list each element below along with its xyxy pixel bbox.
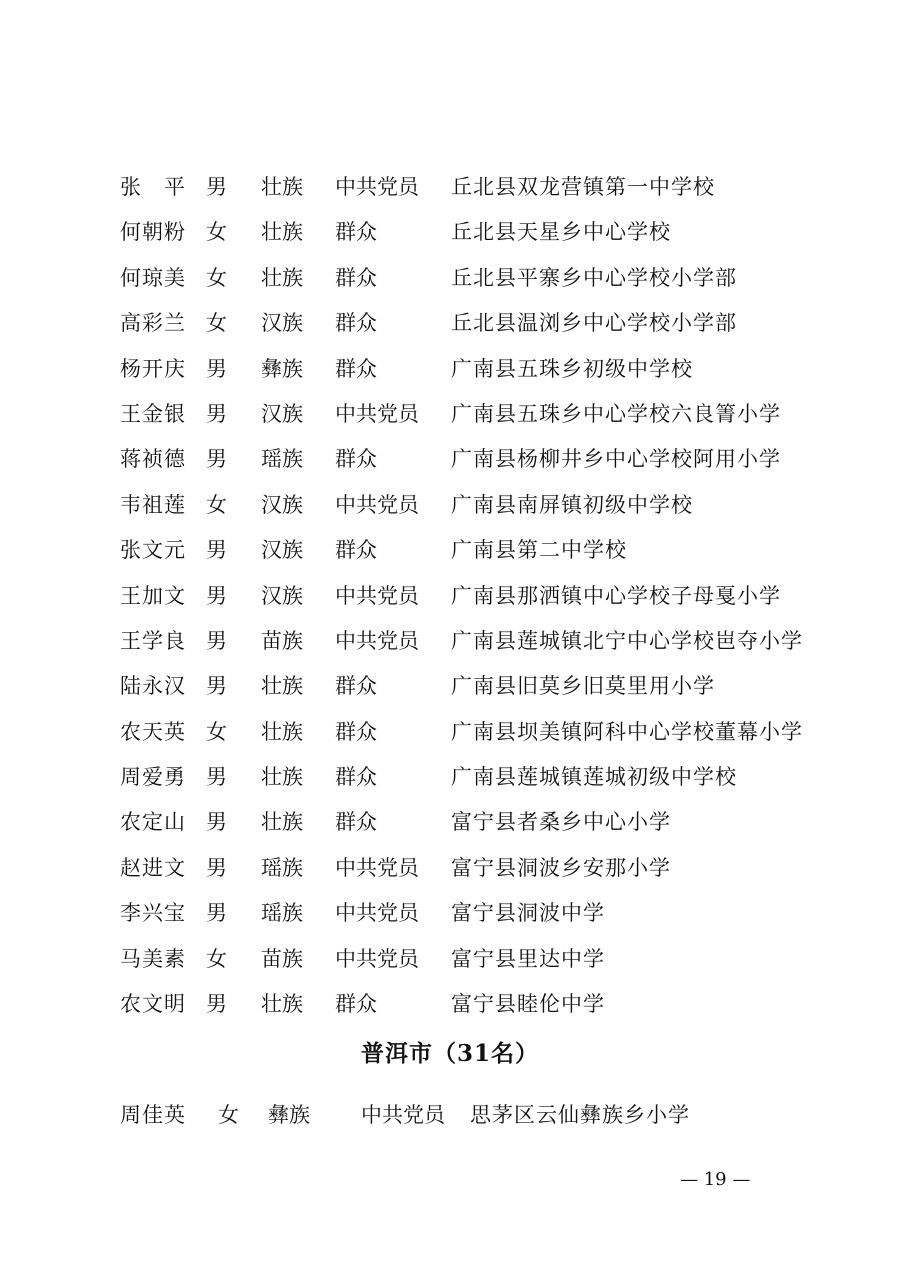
person-school: 广南县南屏镇初级中学校 [451,492,693,517]
person-political-status: 群众 [335,810,377,835]
person-ethnicity: 汉族 [261,311,303,336]
person-name: 李兴宝 [120,901,186,926]
person-ethnicity: 瑶族 [261,855,303,880]
person-political-status: 中共党员 [335,401,419,426]
person-name: 农文明 [120,992,186,1017]
person-gender: 男 [206,628,227,653]
person-political-status: 群众 [335,311,377,336]
list-item [120,757,840,802]
person-name: 周佳英 [120,1103,186,1127]
person-ethnicity: 壮族 [261,719,303,744]
person-school: 富宁县洞波乡安那小学 [451,855,671,880]
list-item [120,893,840,938]
person-gender: 男 [206,447,227,472]
list-item [120,848,840,893]
section-heading: 普洱市（31名） [360,1040,539,1067]
list-item [120,485,840,530]
person-ethnicity: 汉族 [261,401,303,426]
person-school: 富宁县者桑乡中心小学 [451,810,671,835]
person-name: 王金银 [120,401,186,426]
person-gender: 男 [206,855,227,880]
person-name: 张文元 [120,538,186,563]
person-political-status: 中共党员 [335,583,419,608]
person-political-status: 群众 [335,538,377,563]
person-ethnicity: 壮族 [261,175,303,199]
person-name: 马美素 [120,946,186,971]
person-gender: 女 [206,311,227,336]
person-name: 王学良 [120,628,186,653]
person-school: 丘北县温浏乡中心学校小学部 [451,311,737,336]
person-gender: 女 [206,719,227,744]
person-gender: 男 [206,674,227,699]
list-item [120,1094,840,1136]
person-political-status: 群众 [335,356,377,381]
person-ethnicity: 彝族 [261,356,303,381]
person-ethnicity: 瑶族 [261,901,303,926]
person-name: 蒋祯德 [120,447,186,472]
person-name: 张 平 [120,175,186,199]
person-school: 广南县杨柳井乡中心学校阿用小学 [451,447,781,472]
person-name: 周爱勇 [120,765,186,790]
person-political-status: 中共党员 [335,946,419,971]
person-name: 农定山 [120,810,186,835]
person-political-status: 中共党员 [335,175,419,199]
person-political-status: 中共党员 [335,628,419,653]
person-political-status: 中共党员 [361,1103,445,1127]
person-name: 陆永汉 [120,674,186,699]
person-gender: 女 [206,220,227,245]
person-gender: 男 [206,356,227,381]
person-ethnicity: 壮族 [261,265,303,290]
person-ethnicity: 汉族 [261,538,303,563]
person-gender: 男 [206,765,227,790]
person-gender: 男 [206,810,227,835]
person-political-status: 群众 [335,719,377,744]
person-ethnicity: 壮族 [261,220,303,245]
list-item [120,349,840,394]
person-school: 富宁县里达中学 [451,946,605,971]
list-item [120,984,840,1029]
person-school: 广南县五珠乡中心学校六良箐小学 [451,401,781,426]
person-school: 广南县莲城镇莲城初级中学校 [451,765,737,790]
person-school: 广南县那洒镇中心学校子母戛小学 [451,583,781,608]
person-ethnicity: 苗族 [261,946,303,971]
person-ethnicity: 瑶族 [261,447,303,472]
person-name: 高彩兰 [120,311,186,336]
list-item [120,939,840,984]
person-ethnicity: 苗族 [261,628,303,653]
list-item [120,439,840,484]
list-item [120,621,840,666]
list-item [120,666,840,711]
person-name: 何琼美 [120,265,186,290]
page-number: — 19 — [680,1169,751,1190]
person-gender: 女 [218,1103,239,1127]
person-political-status: 中共党员 [335,901,419,926]
person-name: 王加文 [120,583,186,608]
list-item [120,576,840,621]
member-list [120,167,840,1029]
person-ethnicity: 壮族 [261,674,303,699]
person-name: 韦祖莲 [120,492,186,517]
list-item [120,212,840,257]
person-gender: 女 [206,265,227,290]
person-gender: 男 [206,583,227,608]
person-school: 广南县五珠乡初级中学校 [451,356,693,381]
person-ethnicity: 壮族 [261,810,303,835]
person-gender: 男 [206,175,227,199]
person-political-status: 群众 [335,220,377,245]
person-school: 广南县莲城镇北宁中心学校岜夺小学 [451,628,803,653]
list-item [120,394,840,439]
person-political-status: 中共党员 [335,492,419,517]
person-gender: 男 [206,992,227,1017]
person-political-status: 群众 [335,447,377,472]
person-ethnicity: 壮族 [261,992,303,1017]
list-item [120,712,840,757]
person-name: 农天英 [120,719,186,744]
person-gender: 女 [206,946,227,971]
person-gender: 女 [206,492,227,517]
person-ethnicity: 汉族 [261,583,303,608]
person-gender: 男 [206,901,227,926]
person-ethnicity: 彝族 [268,1103,310,1127]
person-school: 丘北县天星乡中心学校 [451,220,671,245]
person-ethnicity: 壮族 [261,765,303,790]
person-political-status: 群众 [335,265,377,290]
person-gender: 男 [206,538,227,563]
list-item [120,167,840,212]
list-item [120,530,840,575]
person-gender: 男 [206,401,227,426]
person-school: 富宁县睦伦中学 [451,992,605,1017]
person-school: 丘北县平寨乡中心学校小学部 [451,265,737,290]
list-item [120,802,840,847]
person-school: 思茅区云仙彝族乡小学 [470,1103,690,1127]
person-school: 广南县第二中学校 [451,538,627,563]
person-political-status: 群众 [335,674,377,699]
person-political-status: 中共党员 [335,855,419,880]
list-item [120,303,840,348]
list-item [120,258,840,303]
person-ethnicity: 汉族 [261,492,303,517]
person-name: 何朝粉 [120,220,186,245]
person-school: 广南县坝美镇阿科中心学校董幕小学 [451,719,803,744]
person-name: 杨开庆 [120,356,186,381]
person-school: 广南县旧莫乡旧莫里用小学 [451,674,715,699]
person-school: 富宁县洞波中学 [451,901,605,926]
person-political-status: 群众 [335,992,377,1017]
person-name: 赵进文 [120,855,186,880]
person-school: 丘北县双龙营镇第一中学校 [451,175,715,199]
person-political-status: 群众 [335,765,377,790]
